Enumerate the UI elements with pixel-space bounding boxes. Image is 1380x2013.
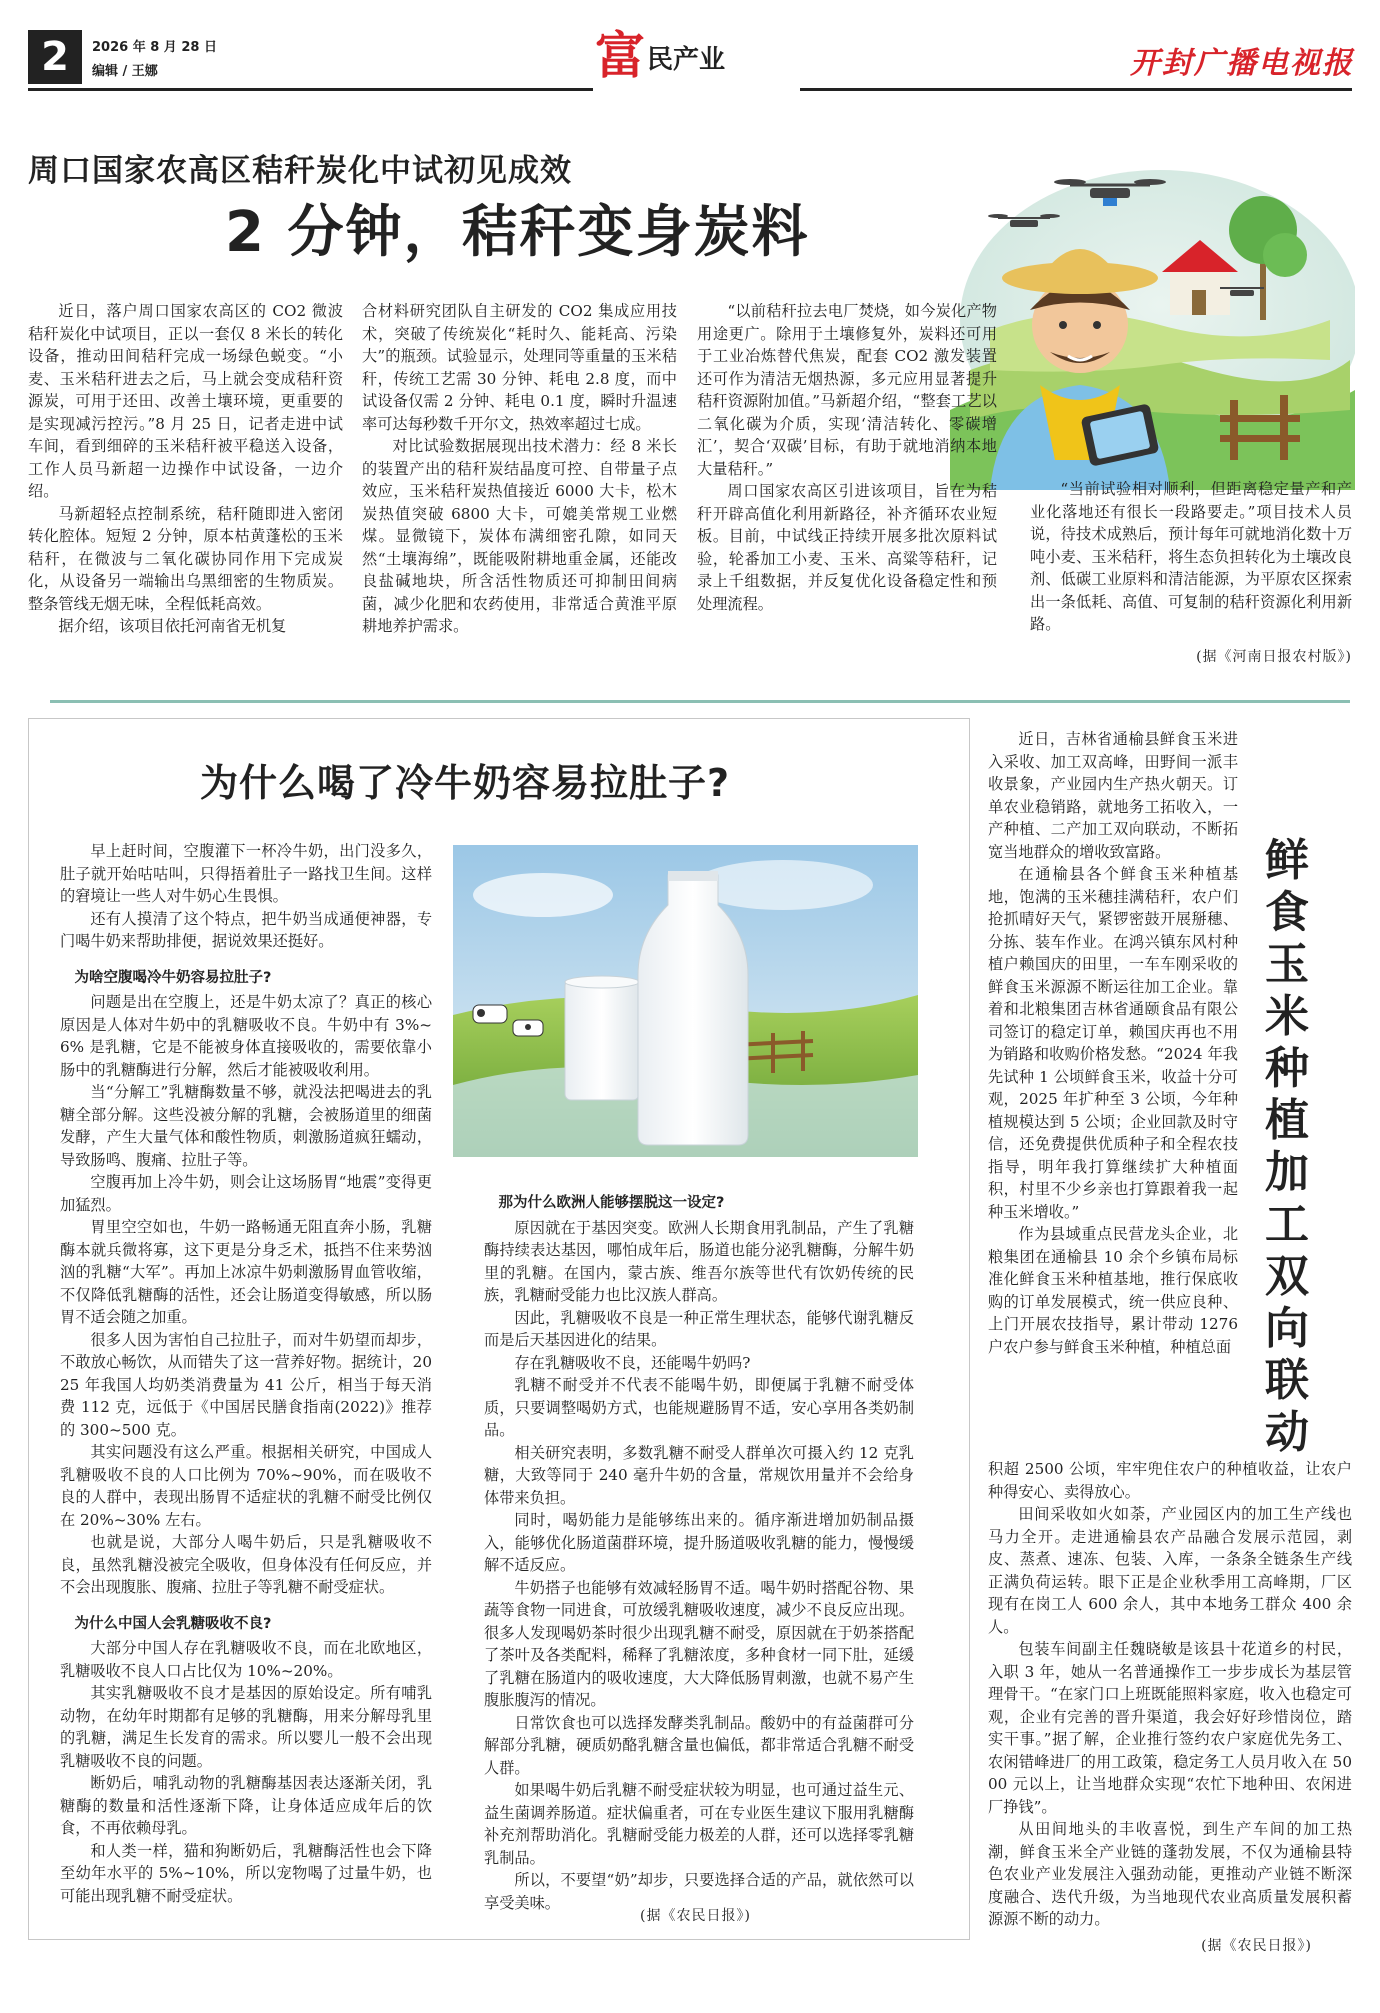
paragraph: 对比试验数据展现出技术潜力：经 8 米长的装置产出的秸秆炭结晶度可控、自带量子点效应，玉米秸秆炭热值接近 6000 大卡，松木炭热值突破 6800 大卡，可媲美常规工业燃煤。显微镜下，炭体布满细密孔隙，如同天然“土壤海绵”，既能吸附耕地重金属，还能改良盐碱地块，所含活性物质还可抑制田间病菌，减少化肥和农药使用，非常适合黄淮平原耕地养护需求。 (362, 437, 677, 635)
paragraph: 因此，乳糖吸收不良是一种正常生理状态，能够代谢乳糖反而是后天基因进化的结果。 (484, 1308, 914, 1349)
paragraph: 马新超轻点控制系统，秸秆随即进入密闭转化腔体。短短 2 分钟，原本枯黄蓬松的玉米秸秆，在微波与二氧化碳协同作用下完成炭化，从设备另一端输出乌黑细密的生物质炭。整条管线无烟无味，全程低耗高效。 (28, 504, 343, 613)
issue-date: 2026 年 8 月 28 日 (92, 40, 217, 55)
paragraph: 同时，喝奶能力是能够练出来的。循序渐进增加奶制品摄入，能够优化肠道菌群环境，提升肠道吸收乳糖的能力，慢慢缓解不适反应。 (484, 1511, 914, 1574)
paragraph: 原因就在于基因突变。欧洲人长期食用乳制品，产生了乳糖酶持续表达基因，哪怕成年后，肠道也能分泌乳糖酶，分解牛奶里的乳糖。在国内，蒙古族、维吾尔族等世代有饮奶传统的民族，乳糖耐受能力也比汉族人群高。 (484, 1218, 914, 1304)
article1-source: (据《河南日报农村版》) (1196, 648, 1352, 665)
paragraph: 也就是说，大部分人喝牛奶后，只是乳糖吸收不良，虽然乳糖没被完全吸收，但身体没有任何反应，并不会出现腹胀、腹痛、拉肚子等乳糖不耐受症状。 (60, 1533, 432, 1596)
paragraph: 胃里空空如也，牛奶一路畅通无阻直奔小肠，乳糖酶本就兵微将寡，这下更是分身乏术，抵挡不住来势汹汹的乳糖“大军”。再加上冰凉牛奶刺激肠胃血管收缩，不仅降低乳糖酶的活性，还会让肠道变得敏感，所以肠胃不适会随之加重。 (60, 1218, 432, 1326)
paragraph: 据介绍，该项目依托河南省无机复 (58, 617, 287, 635)
section-name: 民产业 (647, 45, 726, 75)
page-number: 2 (28, 30, 82, 84)
article1-column-3 (697, 300, 997, 615)
paragraph: 大部分中国人存在乳糖吸收不良，而在北欧地区，乳糖吸收不良人口占比仅为 10%~20%。 (60, 1639, 432, 1680)
article3-headline: 鲜食玉米种植加工双向联动 (1265, 835, 1309, 1458)
paragraph: 和人类一样，猫和狗断奶后，乳糖酶活性也会下降至幼年水平的 5%~10%，所以宠物喝了过量牛奶，也可能出现乳糖不耐受症状。 (60, 1841, 432, 1905)
paragraph: 其实乳糖吸收不良才是基因的原始设定。所有哺乳动物，在幼年时期都有足够的乳糖酶，用来分解母乳里的乳糖，满足生长发育的需求。所以婴儿一般不会出现乳糖吸收不良的问题。 (60, 1684, 432, 1770)
article1-column-4 (1030, 478, 1352, 668)
paragraph: “当前试验相对顺利，但距离稳定量产和产业化落地还有很长一段路要走。”项目技术人员说，待技术成熟后，预计每年可就地消化数十万吨小麦、玉米秸秆，将生态负担转化为土壤改良剂、低碳工业原料和清洁能源，为平原农区探索出一条低耗、高值、可复制的秸秆资源化利用新路。 (1030, 480, 1352, 633)
masthead-logo: 开封广播电视报 (1130, 46, 1354, 81)
paragraph: 乳糖不耐受并不代表不能喝牛奶，即便属于乳糖不耐受体质，只要调整喝奶方式，也能规避肠胃不适，安心享用各类奶制品。 (484, 1376, 914, 1439)
article3-source: (据《农民日报》) (1201, 1937, 1312, 1954)
paragraph: 空腹再加上冷牛奶，则会让这场肠胃“地震”变得更加猛烈。 (60, 1173, 432, 1214)
cow-icon (473, 1005, 507, 1023)
cow-icon (513, 1020, 543, 1036)
header-rule-left (28, 88, 593, 91)
paragraph: 作为县域重点民营龙头企业，北粮集团在通榆县 10 余个乡镇布局标准化鲜食玉米种植基地，推行保底收购的订单发展模式，统一供应良种、上门开展农技指导，累计带动 1276 户农户参与鲜食玉米种植，种植总面 (988, 1225, 1238, 1356)
paragraph: “以前秸秆拉去电厂焚烧，如今炭化产物用途更广。除用于土壤修复外，炭料还可用于工业冶炼替代焦炭，配套 CO2 激发装置还可作为清洁无烟热源，多元应用显著提升秸秆资源附加值。”马新超介绍，“整套工艺以二氧化碳为介质，实现‘清洁转化、零碳增汇’，契合‘双碳’目标，有助于就地消纳本地大量秸秆。” (697, 302, 997, 478)
article3-wide-column (988, 1458, 1352, 1957)
editor-credit: 编辑 / 王娜 (92, 64, 158, 79)
article2-headline: 为什么喝了冷牛奶容易拉肚子? (200, 761, 731, 805)
paragraph: 近日，落户周口国家农高区的 CO2 微波秸秆炭化中试项目，正以一套仅 8 米长的转化设备，推动田间秸秆完成一场绿色蜕变。“小麦、玉米秸秆进去之后，马上就会变成秸秆资源炭，可用于还田、改善土壤环境，更重要的是实现减污控污。”8 月 25 日，记者走进中试车间，看到细碎的玉米秸秆被平稳送入设备，工作人员马新超一边操作中试设备，一边介绍。 (28, 302, 343, 500)
header-rule-right (800, 88, 1352, 91)
paragraph: 牛奶搭子也能够有效减轻肠胃不适。喝牛奶时搭配谷物、果蔬等食物一同进食，可放缓乳糖吸收速度，减少不良反应出现。很多人发现喝奶茶时很少出现乳糖不耐受，原因就在于奶茶搭配了茶叶及各类配料，稀释了乳糖浓度，多种食材一同下肚，延缓了乳糖在肠道内的吸收速度，大大降低肠胃刺激，也就不易产生腹胀腹泻的情况。 (484, 1578, 914, 1709)
paragraph: 早上赶时间，空腹灌下一杯冷牛奶，出门没多久，肚子就开始咕咕叫，只得捂着肚子一路找卫生间。这样的窘境让一些人对牛奶心生畏惧。 (60, 842, 432, 905)
paragraph: 还有人摸清了这个特点，把牛奶当成通便神器，专门喝牛奶来帮助排便，据说效果还挺好。 (60, 909, 432, 950)
paragraph: 断奶后，哺乳动物的乳糖酶基因表达逐渐关闭，乳糖酶的数量和活性逐渐下降，让身体适应成年后的饮食，不再依赖母乳。 (60, 1774, 432, 1837)
paragraph: 相关研究表明，多数乳糖不耐受人群单次可摄入约 12 克乳糖，大致等同于 240 毫升牛奶的含量，常规饮用量并不会给身体带来负担。 (484, 1443, 914, 1507)
paragraph: 日常饮食也可以选择发酵类乳制品。酸奶中的有益菌群可分解部分乳糖，硬质奶酪乳糖含量也偏低，都非常适合乳糖不耐受人群。 (484, 1713, 914, 1777)
paragraph: 积超 2500 公顷，牢牢兜住农户的种植收益，让农户种得安心、卖得放心。 (988, 1460, 1352, 1501)
paragraph: 问题是出在空腹上，还是牛奶太凉了？真正的核心原因是人体对牛奶中的乳糖吸收不良。牛奶中有 3%~6% 是乳糖，它是不能被身体直接吸收的，需要依靠小肠中的乳糖酶进行分解，然后才能被吸收利用。 (60, 993, 432, 1079)
paragraph: 近日，吉林省通榆县鲜食玉米进入采收、加工双高峰，田野间一派丰收景象，产业园内生产热火朝天。订单农业稳销路，就地务工拓收入，一产种植、二产加工双向联动，不断拓宽当地群众的增收致富路。 (988, 730, 1238, 861)
article2-right-column (484, 1178, 914, 1914)
paragraph: 田间采收如火如荼，产业园区内的加工生产线也马力全开。走进通榆县农产品融合发展示范园，剥皮、蒸煮、速冻、包装、入库，一条条全链条生产线正满负荷运转。眼下正是企业秋季用工高峰期，厂区现有在岗工人 600 余人，其中本地务工群众 400 余人。 (988, 1505, 1352, 1636)
paragraph: 存在乳糖吸收不良，还能喝牛奶吗? (514, 1353, 751, 1372)
paragraph: 包装车间副主任魏晓敏是该县十花道乡的村民，入职 3 年，她从一名普通操作工一步步成长为基层管理骨干。“在家门口上班既能照料家庭，收入也稳定可观，企业有完善的晋升渠道，我会好好珍惜岗位，踏实干事。”据了解，企业推行签约农户家庭优先务工、农闲错峰进厂的用工政策，稳定务工人员月收入在 5000 元以上，让当地群众实现“农忙下地种田、农闲进厂挣钱”。 (988, 1640, 1352, 1816)
paragraph: 所以，不要望“奶”却步，只要选择合适的产品，就依然可以享受美味。 (484, 1871, 914, 1912)
paragraph: 从田间地头的丰收喜悦，到生产车间的加工热潮，鲜食玉米全产业链的蓬勃发展，不仅为通榆县特色农业产业发展注入强劲动能，更推动产业链不断深度融合、迭代升级，为当地现代农业高质量发展积蓄源源不断的动力。 (988, 1820, 1352, 1928)
section-title (595, 26, 795, 86)
article1-column-2 (362, 300, 677, 638)
section-char: 富 (595, 26, 645, 85)
paragraph: 其实问题没有这么严重。根据相关研究，中国成人乳糖吸收不良的人口比例为 70%~90%，而在吸收不良的人群中，表现出肠胃不适症状的乳糖不耐受比例仅在 20%~30% 左右。 (60, 1443, 432, 1529)
section-divider (50, 700, 1350, 703)
article1-kicker: 周口国家农高区秸秆炭化中试初见成效 (28, 153, 572, 189)
article1-column-1 (28, 300, 343, 638)
paragraph: 周口国家农高区引进该项目，旨在为秸秆开辟高值化利用新路径，补齐循环农业短板。目前，中试线正持续开展多批次原料试验，轮番加工小麦、玉米、高粱等秸秆，记录上千组数据，并反复优化设备稳定性和预处理流程。 (697, 482, 997, 613)
article2-left-column (60, 840, 432, 1907)
paragraph: 当“分解工”乳糖酶数量不够，就没法把喝进去的乳糖全部分解。这些没被分解的乳糖，会被肠道里的细菌发酵，产生大量气体和酸性物质，刺激肠道疯狂蠕动，导致肠鸣、腹痛、拉肚子等。 (60, 1083, 432, 1169)
milk-photo (453, 845, 918, 1157)
article2-source: (据《农民日报》) (640, 1908, 751, 1924)
paragraph: 在通榆县各个鲜食玉米种植基地，饱满的玉米穗挂满秸秆，农户们抢抓晴好天气，紧锣密鼓开展掰穗、分拣、装车作业。在鸿兴镇东风村种植户赖国庆的田里，一车车刚采收的鲜食玉米源源不断运往加工企业。靠着和北粮集团吉林省通颐食品有限公司签订的稳定订单，赖国庆再也不用为销路和收购价格发愁。“2024 年我先试种 1 公顷鲜食玉米，收益十分可观，2025 年扩种至 3 公顷，今年种植规模达到 5 公顷；企业回款及时守信，还免费提供优质种子和全程农技指导，明年我打算继续扩大种植面积，村里不少乡亲也打算跟着我一起种玉米增收。” (988, 865, 1238, 1221)
subheading: 那为什么欧洲人能够摆脱这一设定? (498, 1195, 725, 1211)
article3-narrow-column (988, 728, 1238, 1358)
subheading: 为什么中国人会乳糖吸收不良? (74, 1615, 272, 1632)
milk-glass (565, 976, 639, 1100)
paragraph: 如果喝牛奶后乳糖不耐受症状较为明显，也可通过益生元、益生菌调养肠道。症状偏重者，可在专业医生建议下服用乳糖酶补充剂帮助消化。乳糖耐受能力极差的人群，还可以选择零乳糖乳制品。 (484, 1781, 914, 1867)
subheading: 为啥空腹喝冷牛奶容易拉肚子? (74, 969, 272, 986)
paragraph: 合材料研究团队自主研发的 CO2 集成应用技术，突破了传统炭化“耗时久、能耗高、污染大”的瓶颈。试验显示，处理同等重量的玉米秸秆，传统工艺需 30 分钟、耗电 2.8 度，而中试设备仅需 2 分钟、耗电 0.1 度，瞬时升温速率可达每秒数千开尔文，热效率超过七成。 (362, 302, 677, 433)
paragraph: 很多人因为害怕自己拉肚子，而对牛奶望而却步，不敢放心畅饮，从而错失了这一营养好物。据统计，2025 年我国人均奶类消费量为 41 公斤，相当于每天消费 112 克，远低于《中国居民膳食指南(2022)》推荐的 300~500 克。 (60, 1330, 432, 1439)
article1-headline: 2 分钟，秸秆变身炭料 (225, 200, 810, 265)
